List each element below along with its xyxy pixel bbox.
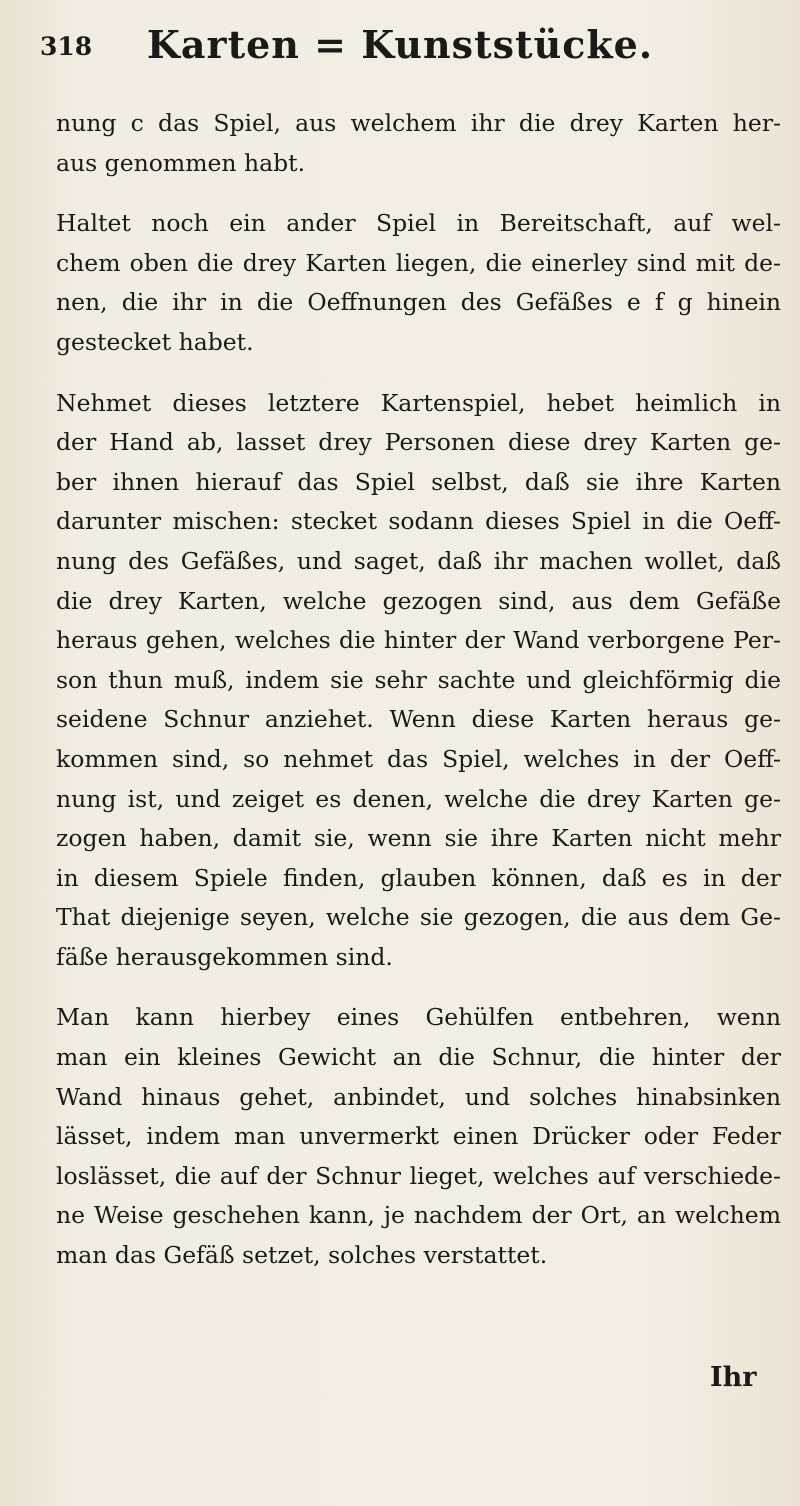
page-number: 318 xyxy=(40,32,93,61)
text-line: Nehmet dieses letztere Kartenspiel, hebet heimlich in xyxy=(56,388,781,417)
paragraph xyxy=(56,384,781,978)
text-line: loslässet, die auf der Schnur lieget, welches auf verschiede- xyxy=(56,1161,781,1190)
text-line: ne Weise geschehen kann, je nachdem der Ort, an welchem xyxy=(56,1201,781,1230)
text-line: ber ihnen hierauf das Spiel selbst, daß sie ihre Karten xyxy=(56,467,781,496)
text-line: Wand hinaus gehet, anbindet, und solches hinabsinken xyxy=(56,1082,781,1111)
text-line: gestecket habet. xyxy=(56,327,254,356)
text-line: heraus gehen, welches die hinter der Wand verborgene Per- xyxy=(56,626,781,655)
text-line: darunter mischen: stecket sodann dieses Spiel in die Oeff- xyxy=(56,507,781,536)
text-line: son thun muß, indem sie sehr sachte und gleichförmig die xyxy=(56,665,781,694)
paragraph xyxy=(56,104,781,183)
text-line: kommen sind, so nehmet das Spiel, welches in der Oeff- xyxy=(56,744,781,773)
text-line: That diejenige seyen, welche sie gezogen, die aus dem Ge- xyxy=(56,903,781,932)
text-line: seidene Schnur anziehet. Wenn diese Karten heraus ge- xyxy=(56,705,781,734)
text-line: aus genommen habt. xyxy=(56,148,306,177)
text-line: zogen haben, damit sie, wenn sie ihre Karten nicht mehr xyxy=(56,824,781,853)
text-line: die drey Karten, welche gezogen sind, aus dem Gefäße xyxy=(56,586,781,615)
text-line: nung des Gefäßes, und saget, daß ihr machen wollet, daß xyxy=(56,546,781,575)
running-title: Karten = Kunststücke. xyxy=(146,22,654,67)
catchword: Ihr xyxy=(710,1362,757,1393)
text-line: Man kann hierbey eines Gehülfen entbehren, wenn xyxy=(56,1003,781,1032)
paragraph xyxy=(56,998,781,1275)
text-line: chem oben die drey Karten liegen, die einerley sind mit de- xyxy=(56,248,781,277)
text-line: man das Gefäß setzet, solches verstattet. xyxy=(56,1241,548,1270)
paragraph xyxy=(56,204,781,362)
text-line: in diesem Spiele finden, glauben können, daß es in der xyxy=(56,863,781,892)
text-line: nen, die ihr in die Oeffnungen des Gefäßes e f g hinein xyxy=(56,288,781,317)
text-line: fäße herausgekommen sind. xyxy=(56,942,393,971)
page-header xyxy=(40,18,760,74)
text-line: lässet, indem man unvermerkt einen Drücker oder Feder xyxy=(56,1122,781,1151)
body-text xyxy=(56,104,781,1297)
text-line: nung c das Spiel, aus welchem ihr die drey Karten her- xyxy=(56,109,781,137)
text-line: man ein kleines Gewicht an die Schnur, die hinter der xyxy=(56,1043,781,1072)
text-line: Haltet noch ein ander Spiel in Bereitschaft, auf wel- xyxy=(56,209,781,238)
text-line: nung ist, und zeiget es denen, welche die drey Karten ge- xyxy=(56,784,781,813)
text-line: der Hand ab, lasset drey Personen diese drey Karten ge- xyxy=(56,428,781,457)
